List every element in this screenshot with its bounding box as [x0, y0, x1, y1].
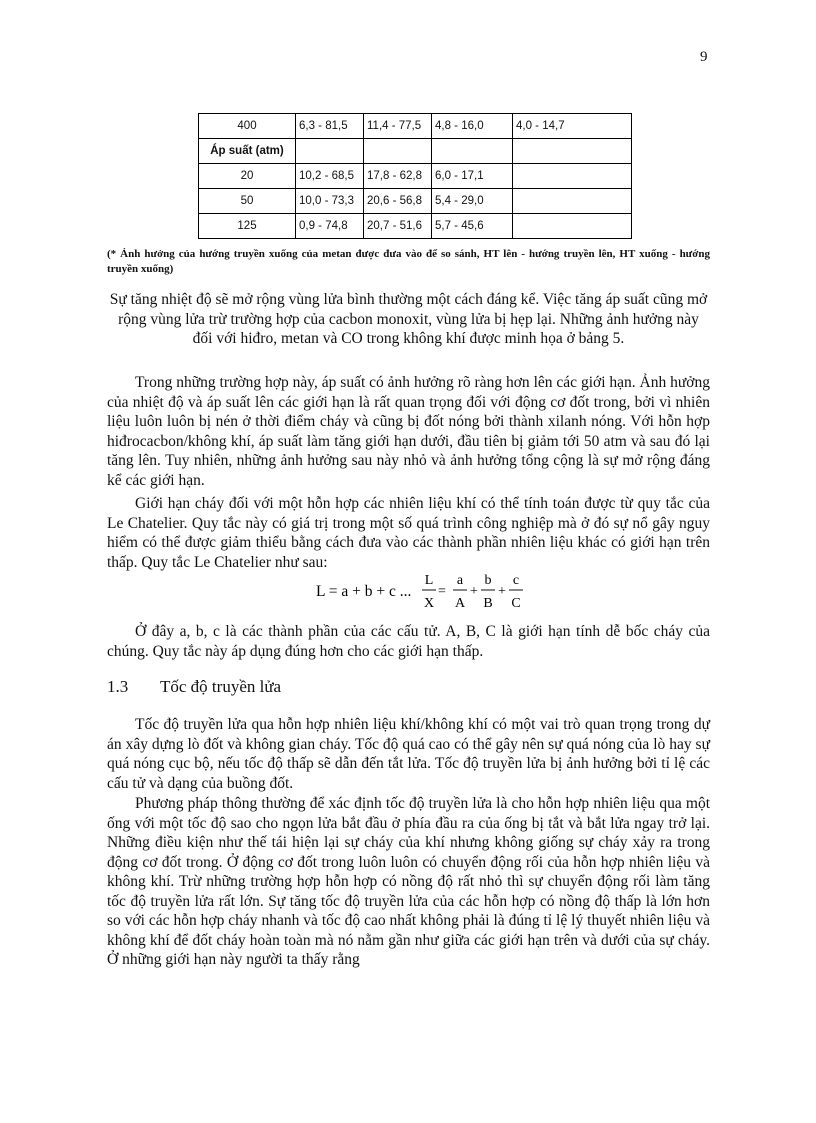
section-title: Tốc độ truyền lửa — [160, 677, 282, 696]
le-chatelier-formula — [316, 568, 546, 614]
table-cell: 20,6 - 56,8 — [364, 189, 432, 214]
table-cell — [296, 139, 364, 164]
table-cell: 5,7 - 45,6 — [432, 214, 513, 239]
paragraph-temperature-pressure: Sự tăng nhiệt độ sẽ mở rộng vùng lửa bình thường một cách đáng kể. Việc tăng áp suất cũng mở rộng vùng lửa trừ trường hợp của cacbon monoxit, vùng lửa bị hẹp lại. Những ảnh hưởng này đối với hiđro, metan và CO trong không khí được minh họa ở bảng 5. — [109, 291, 708, 347]
table-cell: 5,4 - 29,0 — [432, 189, 513, 214]
section-number: 1.3 — [107, 677, 129, 696]
formula-C: C — [511, 596, 521, 611]
formula-X: X — [423, 596, 435, 611]
row-label: Áp suất (atm) — [199, 139, 296, 164]
table-cell — [513, 139, 632, 164]
table-cell — [513, 189, 632, 214]
paragraph-measurement-method: Phương pháp thông thường để xác định tốc độ truyền lửa là cho hỗn hợp nhiên liệu qua một ống với một tốc độ sao cho ngọn lửa bắt đầu ở phía đầu ra của ống bị tắt và bắt lửa ngay trở lại. Những điều kiện như thế tái hiện lại sự cháy của khí nhưng không giống sự cháy xảy ra trong động cơ đốt trong. Ở động cơ đốt trong luôn luôn có chuyển động rối của hỗn hợp nhiên liệu và không khí. Trừ những trường hợp hỗn hợp có nồng độ rất nhỏ thì sự chuyển động rối làm tăng tốc độ truyền lửa rất lớn. Sự tăng tốc độ truyền lửa của các hỗn hợp có nồng độ thấp là lớn hơn so với các hỗn hợp cháy nhanh và tốc độ cao nhất không phải là đúng tỉ lệ lý thuyết nhiên liệu và không khí để đốt cháy hoàn toàn mà nó nằm gần như giữa các giới hạn trên và dưới của sự cháy. Ở những giới hạn này người ta thấy rằng — [107, 795, 710, 968]
table-cell — [513, 214, 632, 239]
table-cell: 4,8 - 16,0 — [432, 114, 513, 139]
page-number: 9 — [700, 49, 708, 65]
formula-A: A — [454, 596, 466, 611]
table-cell: 17,8 - 62,8 — [364, 164, 432, 189]
table-note: (* Ảnh hưởng của hướng truyền xuống của metan được đưa vào để so sánh, HT lên - hướng truyền lên, HT xuống - hướng truyền xuống) — [107, 248, 710, 275]
table-cell — [513, 164, 632, 189]
table-cell: 10,0 - 73,3 — [296, 189, 364, 214]
section-heading — [107, 677, 281, 697]
row-label: 20 — [199, 164, 296, 189]
table-cell: 6,3 - 81,5 — [296, 114, 364, 139]
row-label: 125 — [199, 214, 296, 239]
table-row — [199, 214, 632, 239]
formula-c: c — [512, 573, 520, 588]
paragraph-pressure-effect: Trong những trường hợp này, áp suất có ảnh hưởng rõ ràng hơn lên các giới hạn. Ảnh hưởng của nhiệt độ và áp suất lên các giới hạn là rất quan trọng đối với động cơ đốt trong, bởi vì nhiên liệu luôn luôn bị nén ở thời điểm cháy và cũng bị đốt nóng bởi thành xilanh nóng. Với hỗn hợp hiđrocacbon/không khí, áp suất làm tăng giới hạn dưới, đầu tiên bị giảm tới 50 atm và sau đó lại tăng lên. Tuy nhiên, những ảnh hưởng sau này nhỏ và ảnh hưởng tổng cộng là sự mở rộng đáng kể các giới hạn. — [107, 374, 710, 489]
formula-L: L — [424, 573, 434, 588]
formula-b: b — [484, 573, 492, 588]
paragraph-flame-speed: Tốc độ truyền lửa qua hỗn hợp nhiên liệu khí/không khí có một vai trò quan trọng trong dự án xây dựng lò đốt và không gian cháy. Tốc độ quá cao có thể gây nên sự quá nóng của lò hay sự quá nóng cục bộ, nếu tốc độ thấp sẽ dẫn đến tắt lửa. Tốc độ truyền lửa bị ảnh hưởng bởi tỉ lệ các cấu tử và dạng của buồng đốt. — [107, 716, 710, 792]
formula-equals: = — [438, 584, 446, 599]
formula-plus: + — [470, 584, 478, 599]
table-cell: 11,4 - 77,5 — [364, 114, 432, 139]
flammability-table — [198, 113, 632, 239]
table-cell: 6,0 - 17,1 — [432, 164, 513, 189]
table-row — [199, 189, 632, 214]
table-cell: 4,0 - 14,7 — [513, 114, 632, 139]
formula-B: B — [483, 596, 493, 611]
table-row — [199, 139, 632, 164]
table-cell — [364, 139, 432, 164]
row-label: 50 — [199, 189, 296, 214]
formula-a: a — [456, 573, 464, 588]
table-cell: 20,7 - 51,6 — [364, 214, 432, 239]
table-row — [199, 114, 632, 139]
paragraph-components: Ở đây a, b, c là các thành phần của các cấu tử. A, B, C là giới hạn tính dễ bốc cháy của chúng. Quy tắc này áp dụng đúng hơn cho các giới hạn thấp. — [107, 623, 710, 660]
formula-plus: + — [498, 584, 506, 599]
paragraph-le-chatelier: Giới hạn cháy đối với một hỗn hợp các nhiên liệu khí có thể tính toán được từ quy tắc của Le Chatelier. Quy tắc này có giá trị trong một số quá trình công nghiệp mà ở đó sự nổ gây nguy hiểm có thể được giảm thiểu bằng cách đưa vào các thành phần nhiên liệu khác có giới hạn trên thấp. Quy tắc Le Chatelier như sau: — [107, 495, 710, 571]
table-row — [199, 164, 632, 189]
table-cell: 0,9 - 74,8 — [296, 214, 364, 239]
table-cell: 10,2 - 68,5 — [296, 164, 364, 189]
formula-lhs: L = a + b + c ... — [316, 583, 412, 600]
table-cell — [432, 139, 513, 164]
row-label: 400 — [199, 114, 296, 139]
